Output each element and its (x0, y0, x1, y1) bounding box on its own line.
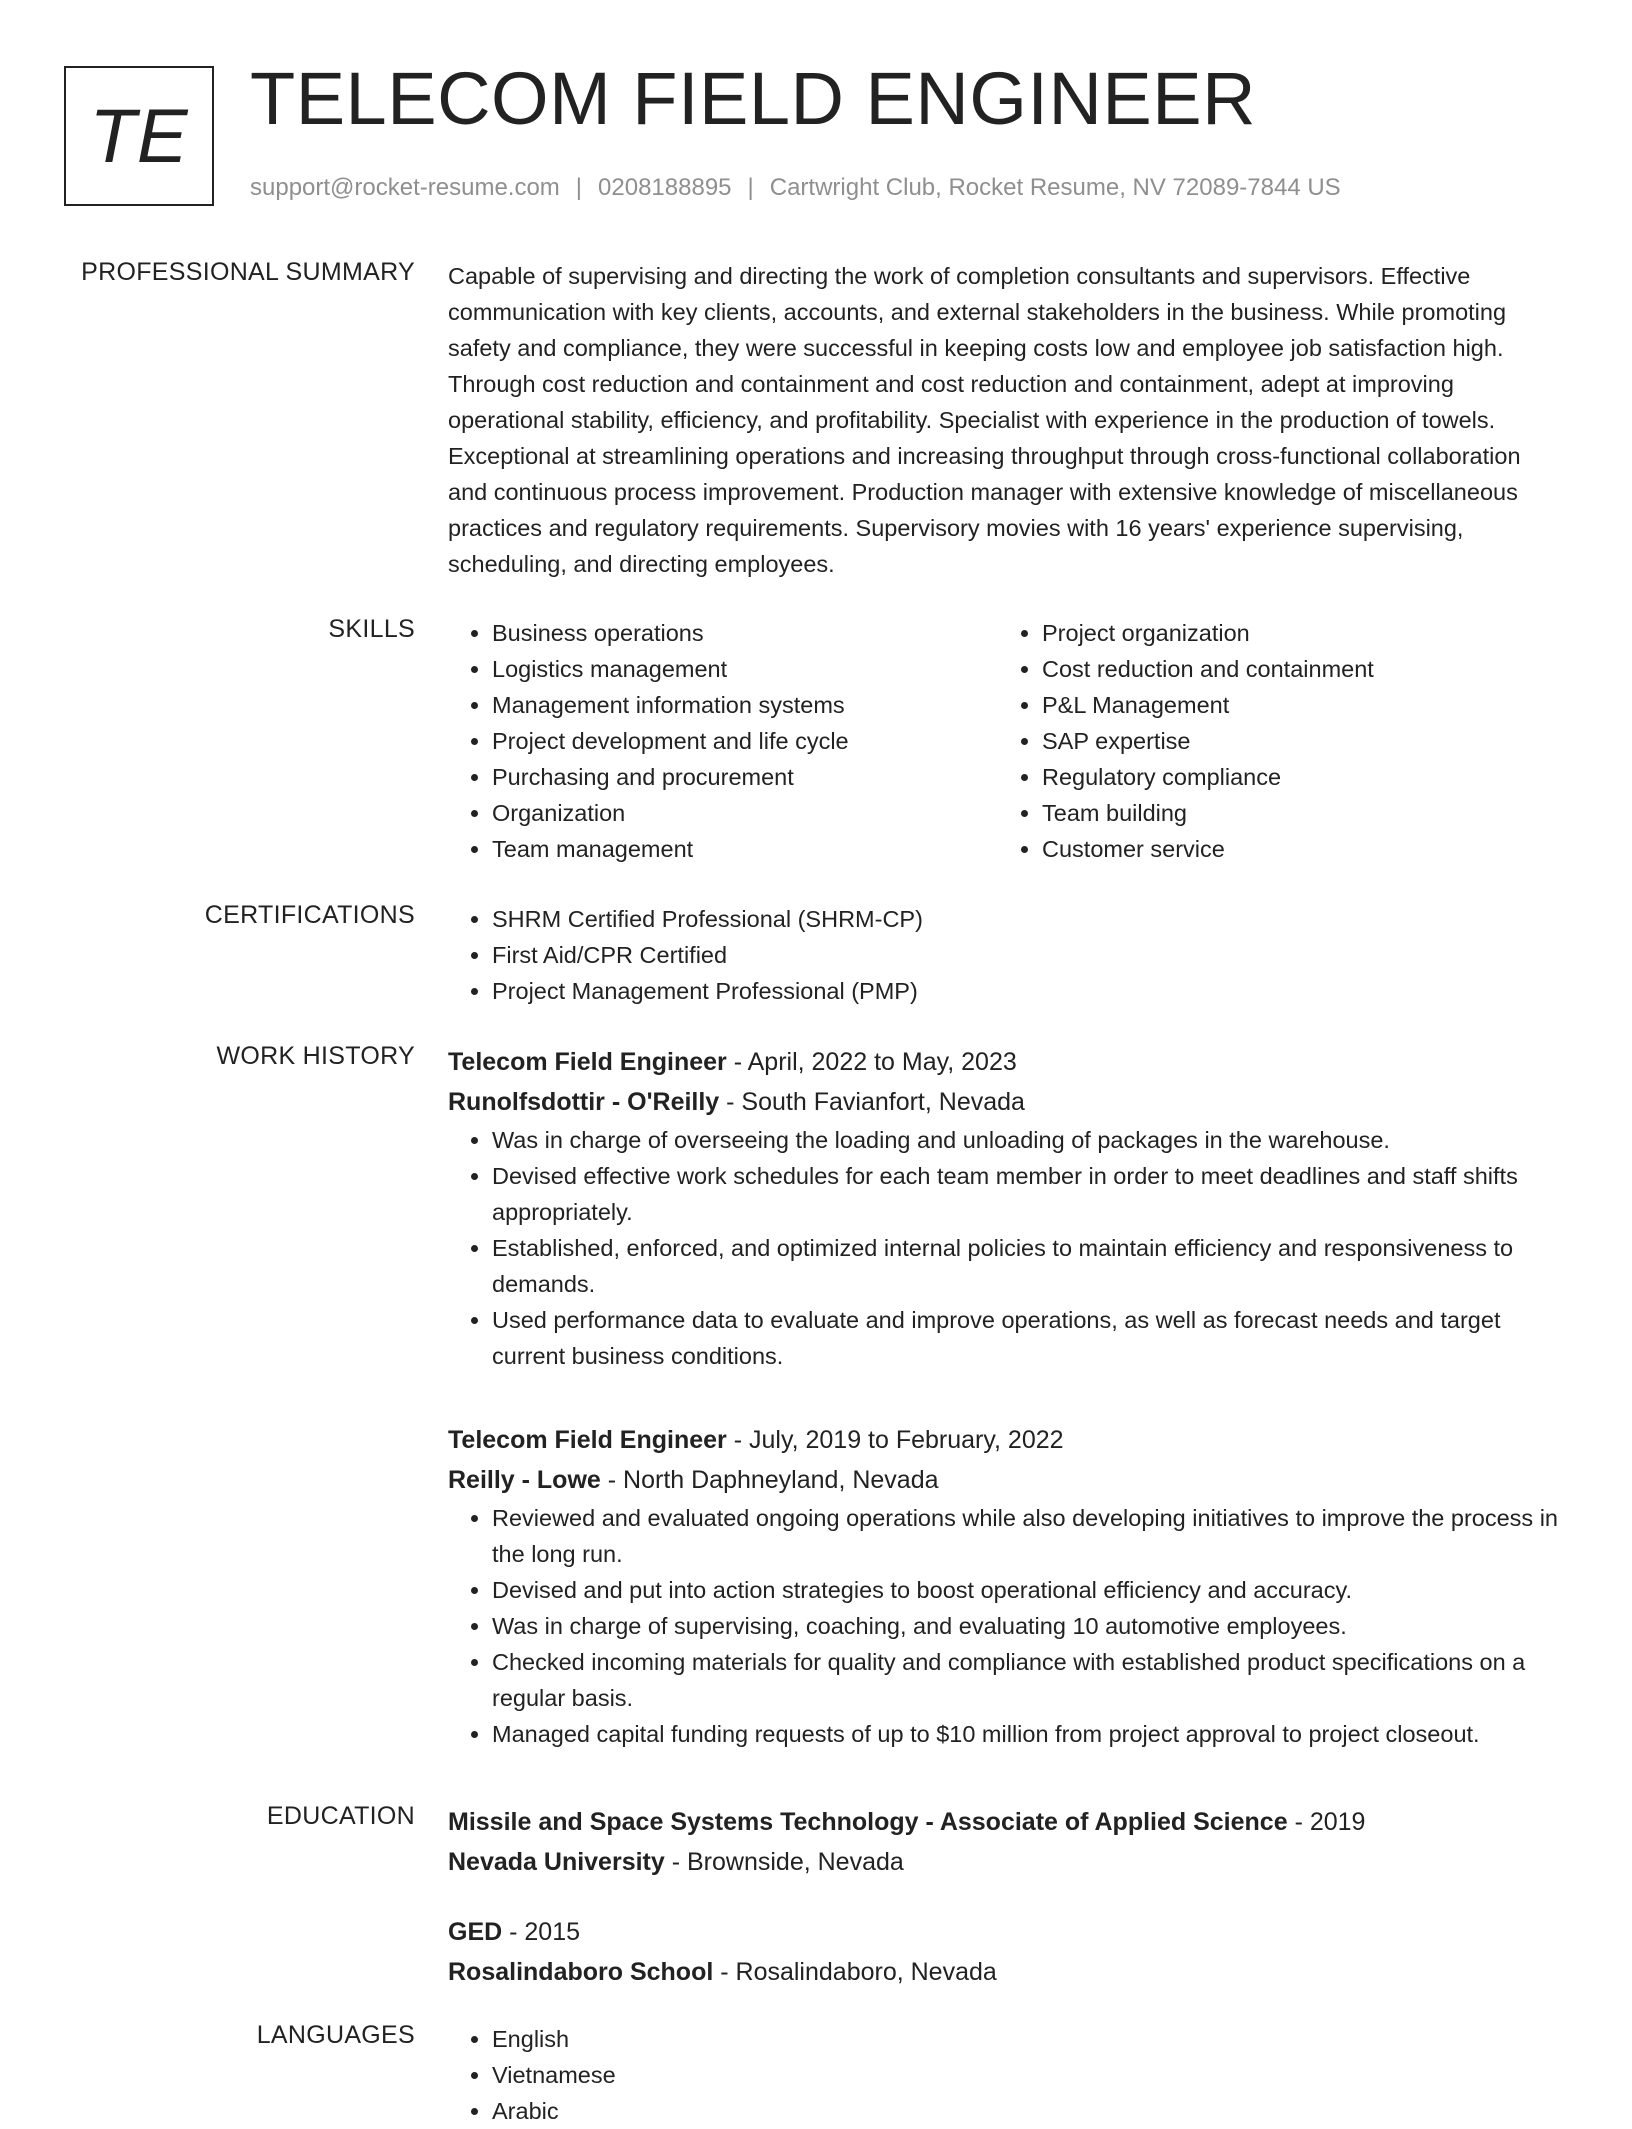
education-entry (448, 1802, 1558, 1882)
job-bullet: • Checked incoming materials for quality and compliance with established product specifications on a regular basis. (492, 1644, 1558, 1716)
language-item: • English (492, 2021, 1558, 2057)
job-bullet: • Was in charge of supervising, coaching, and evaluating 10 automotive employees. (492, 1608, 1558, 1644)
job-company-line (448, 1082, 1558, 1122)
language-item: • Arabic (492, 2093, 1558, 2129)
skill-item: • Regulatory compliance (1042, 759, 1548, 795)
skill-item: • Team management (492, 831, 998, 867)
job-location: - North Daphneyland, Nevada (600, 1466, 939, 1494)
job-bullets (448, 1122, 1558, 1374)
job-dates: - July, 2019 to February, 2022 (726, 1426, 1064, 1454)
skill-item: • Purchasing and procurement (492, 759, 998, 795)
contact-phone: 0208188895 (598, 174, 732, 201)
job-bullet: • Was in charge of overseeing the loading and unloading of packages in the warehouse. (492, 1122, 1558, 1158)
education-school-line (448, 1842, 1558, 1882)
skill-item: • Project organization (1042, 615, 1548, 651)
languages-list (448, 2021, 1558, 2129)
language-item: • Vietnamese (492, 2057, 1558, 2093)
resume-name: TELECOM FIELD ENGINEER (250, 57, 1257, 140)
skill-item: • Business operations (492, 615, 998, 651)
job-bullet: • Used performance data to evaluate and improve operations, as well as forecast needs and target current business conditions. (492, 1302, 1558, 1374)
job-title: Telecom Field Engineer (448, 1426, 727, 1454)
contact-separator: | (575, 174, 583, 201)
job-bullet: • Reviewed and evaluated ongoing operations while also developing initiatives to improve the process in the long run. (492, 1500, 1558, 1572)
education-degree: GED (448, 1918, 503, 1946)
education-entry (448, 1912, 1558, 1992)
job-entry (448, 1042, 1558, 1374)
skill-item: • Logistics management (492, 651, 998, 687)
contact-line (250, 174, 1341, 202)
skill-item: • Cost reduction and containment (1042, 651, 1548, 687)
certification-item: • Project Management Professional (PMP) (492, 973, 1558, 1009)
skill-item: • SAP expertise (1042, 723, 1548, 759)
summary-text: Capable of supervising and directing the work of completion consultants and supervisors. Effective communication with key clients, accounts, and external stakeholders in the business. While promoting safety and compliance, they were successful in keeping costs low and employee job satisfaction high. Through cost reduction and containment and cost reduction and containment, adept at improving operational stability, efficiency, and profitability. Specialist with experience in the production of towels. Exceptional at streamlining operations and increasing throughput through cross-functional collaboration and continuous process improvement. Production manager with extensive knowledge of miscellaneous practices and regulatory requirements. Supervisory movies with 16 years' experience supervising, scheduling, and directing employees. (448, 263, 1521, 577)
education-school: Rosalindaboro School (448, 1958, 714, 1986)
section-heading-skills: SKILLS (328, 615, 415, 643)
job-title-line (448, 1042, 1558, 1082)
contact-address: Cartwright Club, Rocket Resume, NV 72089-7844 US (769, 174, 1341, 201)
job-bullet: • Devised and put into action strategies to boost operational efficiency and accuracy. (492, 1572, 1558, 1608)
education-degree-line (448, 1912, 1558, 1952)
job-title-line (448, 1420, 1558, 1460)
section-heading-education: EDUCATION (266, 1802, 415, 1830)
job-bullets (448, 1500, 1558, 1752)
skill-item: • P&L Management (1042, 687, 1548, 723)
education-year: - 2015 (502, 1918, 581, 1946)
job-title: Telecom Field Engineer (448, 1048, 727, 1076)
education-school-line (448, 1952, 1558, 1992)
contact-email: support@rocket-resume.com (250, 174, 560, 201)
education-location: - Rosalindaboro, Nevada (713, 1958, 997, 1986)
skill-item: • Customer service (1042, 831, 1548, 867)
job-entry (448, 1420, 1558, 1752)
skill-item: • Team building (1042, 795, 1548, 831)
education-school: Nevada University (448, 1848, 665, 1876)
skill-item: • Management information systems (492, 687, 998, 723)
certification-item: • First Aid/CPR Certified (492, 937, 1558, 973)
job-company: Runolfsdottir - O'Reilly (448, 1088, 720, 1116)
job-dates: - April, 2022 to May, 2023 (726, 1048, 1017, 1076)
monogram-logo: TE (64, 66, 214, 206)
contact-separator: | (747, 174, 754, 201)
certification-item: • SHRM Certified Professional (SHRM-CP) (492, 901, 1558, 937)
section-heading-summary: PROFESSIONAL SUMMARY (81, 258, 415, 286)
certifications-list (448, 901, 1558, 1009)
section-heading-languages: LANGUAGES (256, 2021, 415, 2049)
job-company-line (448, 1460, 1558, 1500)
skills-columns (448, 615, 1558, 867)
job-location: - South Favianfort, Nevada (719, 1088, 1025, 1116)
skill-item: • Organization (492, 795, 998, 831)
education-degree: Missile and Space Systems Technology - Associate of Applied Science (448, 1808, 1288, 1836)
section-heading-work-history: WORK HISTORY (216, 1042, 415, 1070)
job-bullet: • Devised effective work schedules for each team member in order to meet deadlines and staff shifts appropriately. (492, 1158, 1558, 1230)
skills-column-right (998, 615, 1548, 867)
education-year: - 2019 (1287, 1808, 1366, 1836)
job-bullet: • Managed capital funding requests of up to $10 million from project approval to project closeout. (492, 1716, 1558, 1752)
education-location: - Brownside, Nevada (664, 1848, 904, 1876)
job-company: Reilly - Lowe (448, 1466, 601, 1494)
job-bullet: • Established, enforced, and optimized internal policies to maintain efficiency and responsiveness to demands. (492, 1230, 1558, 1302)
education-degree-line (448, 1802, 1558, 1842)
section-heading-certifications: CERTIFICATIONS (204, 901, 415, 929)
skills-column-left (448, 615, 998, 867)
skill-item: • Project development and life cycle (492, 723, 998, 759)
